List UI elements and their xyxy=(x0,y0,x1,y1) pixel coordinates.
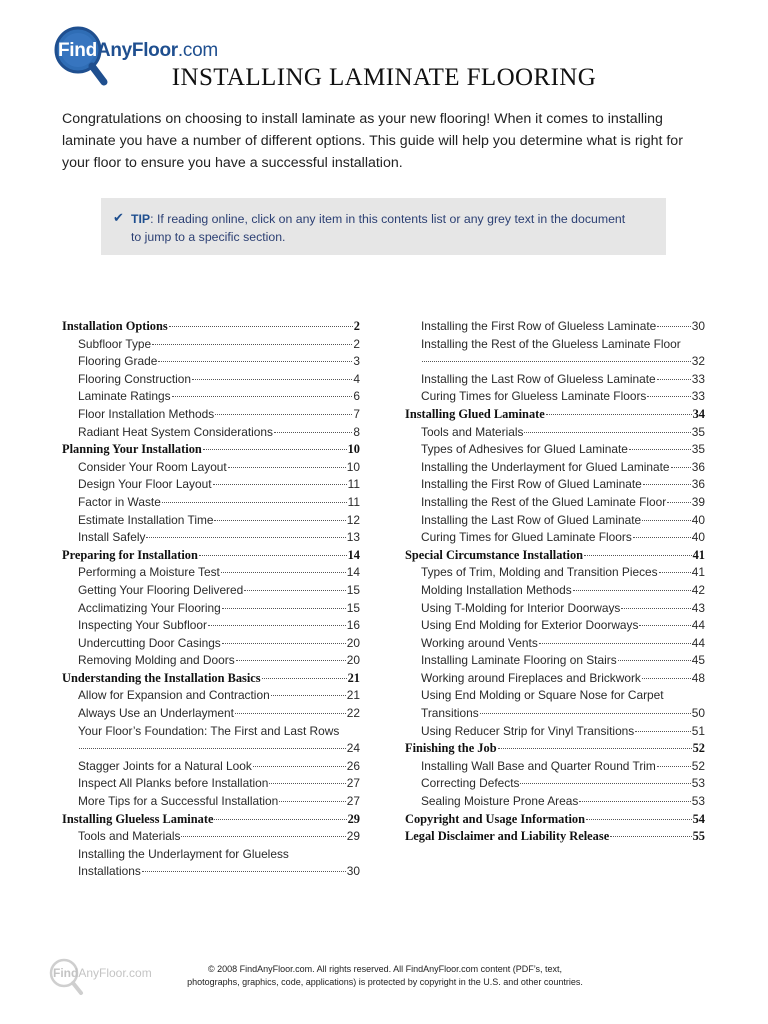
toc-leader-dots xyxy=(208,625,346,626)
toc-page-number: 50 xyxy=(691,706,705,721)
toc-leader-dots xyxy=(203,449,347,450)
toc-page-number: 16 xyxy=(346,618,360,633)
toc-section-heading[interactable] xyxy=(405,547,705,565)
toc-entry-title: Legal Disclaimer and Liability Release xyxy=(405,829,610,844)
toc-leader-dots xyxy=(633,537,691,538)
toc-entry[interactable] xyxy=(62,758,360,776)
toc-leader-dots xyxy=(199,555,347,556)
toc-entry[interactable] xyxy=(62,617,360,635)
toc-leader-dots xyxy=(635,731,691,732)
toc-entry-title: Installation Options xyxy=(62,319,168,333)
toc-entry-title-cont: Transitions xyxy=(421,706,479,721)
toc-entry[interactable] xyxy=(405,582,705,600)
toc-section-heading[interactable] xyxy=(62,441,360,459)
toc-entry[interactable] xyxy=(62,828,360,846)
toc-leader-dots xyxy=(639,625,690,626)
footer-logo xyxy=(48,958,152,996)
toc-leader-dots xyxy=(671,467,691,468)
toc-section-heading[interactable] xyxy=(405,811,705,829)
toc-leader-dots xyxy=(236,660,346,661)
toc-entry-title: Radiant Heat System Considerations xyxy=(78,424,273,439)
toc-entry[interactable] xyxy=(405,512,705,530)
toc-leader-dots xyxy=(152,344,352,345)
toc-entry-title: Stagger Joints for a Natural Look xyxy=(78,758,252,773)
toc-page-number: 24 xyxy=(346,741,360,756)
toc-entry[interactable] xyxy=(405,775,705,793)
toc-entry[interactable] xyxy=(405,617,705,635)
toc-page-number: 40 xyxy=(691,530,705,545)
toc-leader-dots xyxy=(271,695,346,696)
toc-entry-title: Finishing the Job xyxy=(405,741,497,756)
toc-leader-dots xyxy=(422,361,691,362)
tip-box xyxy=(101,198,666,255)
toc-entry-title: Tools and Materials xyxy=(78,829,181,844)
toc-leader-dots xyxy=(629,449,691,450)
toc-entry[interactable] xyxy=(62,476,360,494)
toc-leader-dots xyxy=(262,678,347,679)
toc-page-number: 2 xyxy=(353,336,360,351)
toc-page-number: 35 xyxy=(691,442,705,457)
toc-page-number: 20 xyxy=(346,653,360,668)
toc-leader-dots xyxy=(214,520,345,521)
toc-entry[interactable] xyxy=(62,494,360,512)
toc-entry-title: Copyright and Usage Information xyxy=(405,811,586,826)
toc-entry-title: Installing Laminate Flooring on Stairs xyxy=(421,653,617,668)
toc-entry[interactable] xyxy=(62,635,360,653)
toc-entry-title: Installing the Underlayment for Glued Laminate xyxy=(421,459,670,474)
toc-leader-dots xyxy=(657,766,691,767)
toc-entry-title: Sealing Moisture Prone Areas xyxy=(421,794,579,809)
toc-entry[interactable] xyxy=(62,564,360,582)
toc-leader-dots xyxy=(146,537,345,538)
toc-section-heading[interactable] xyxy=(405,740,705,758)
toc-page-number: 14 xyxy=(346,565,360,580)
toc-page-number: 33 xyxy=(691,371,705,386)
toc-entry-title: Understanding the Installation Basics xyxy=(62,670,261,685)
toc-entry-title: Using T-Molding for Interior Doorways xyxy=(421,600,621,615)
toc-page-number: 4 xyxy=(353,371,360,386)
toc-leader-dots xyxy=(222,643,346,644)
toc-entry-title: Installing the First Row of Glued Laminate xyxy=(421,477,642,492)
toc-page-number: 52 xyxy=(692,741,705,756)
toc-entry-title-cont: Installations xyxy=(78,864,141,879)
toc-entry-title: Floor Installation Methods xyxy=(78,406,215,421)
toc-leader-dots xyxy=(498,748,692,749)
toc-leader-dots xyxy=(657,379,691,380)
tip-text xyxy=(131,210,636,246)
toc-page-number: 53 xyxy=(691,776,705,791)
toc-entry[interactable] xyxy=(405,529,705,547)
toc-page-number: 13 xyxy=(346,530,360,545)
toc-entry[interactable] xyxy=(62,512,360,530)
toc-leader-dots xyxy=(235,713,346,714)
check-icon: ✔ xyxy=(113,210,124,225)
toc-leader-dots xyxy=(642,678,691,679)
toc-section-heading[interactable] xyxy=(62,670,360,688)
toc-page-number: 29 xyxy=(347,811,360,826)
toc-entry-title: Curing Times for Glueless Laminate Floors xyxy=(421,389,647,404)
toc-page-number: 3 xyxy=(353,354,360,369)
toc-entry-title: Types of Adhesives for Glued Laminate xyxy=(421,442,628,457)
toc-left-column xyxy=(62,318,360,881)
toc-leader-dots xyxy=(480,713,691,714)
toc-entry[interactable] xyxy=(62,406,360,424)
toc-leader-dots xyxy=(228,467,346,468)
toc-entry-title: Using Reducer Strip for Vinyl Transitions xyxy=(421,723,635,738)
toc-page-number: 15 xyxy=(346,600,360,615)
toc-leader-dots xyxy=(579,801,690,802)
toc-page-number: 26 xyxy=(346,758,360,773)
toc-entry-title: Allow for Expansion and Contraction xyxy=(78,688,270,703)
logo-anyfloor-text: AnyFloor xyxy=(96,40,178,61)
toc-entry-title: Installing the First Row of Glueless Laminate xyxy=(421,319,657,333)
intro-paragraph: Congratulations on choosing to install laminate as your new flooring! When it comes to installing laminate you have a number of different options. This guide will help you determine what is right for your floor to ensure you have a successful installation. xyxy=(62,111,683,171)
toc-page-number: 12 xyxy=(346,512,360,527)
toc-entry[interactable] xyxy=(405,600,705,618)
toc-section-heading[interactable] xyxy=(405,406,705,424)
toc-entry-title: Working around Fireplaces and Brickwork xyxy=(421,670,641,685)
toc-page-number: 11 xyxy=(347,494,360,509)
toc-entry-title: Your Floor’s Foundation: The First and Last Rows xyxy=(78,723,340,738)
toc-page-number: 21 xyxy=(347,670,360,685)
toc-entry-title: Install Safely xyxy=(78,530,146,545)
toc-page-number: 10 xyxy=(347,442,360,457)
toc-entry-title: Installing the Rest of the Glued Laminate Floor xyxy=(421,494,667,509)
toc-entry[interactable] xyxy=(62,775,360,793)
toc-entry[interactable] xyxy=(405,371,705,389)
toc-leader-dots xyxy=(222,608,346,609)
toc-leader-dots xyxy=(657,326,690,327)
toc-entry-title: Consider Your Room Layout xyxy=(78,459,227,474)
toc-leader-dots xyxy=(192,379,352,380)
toc-section-heading[interactable] xyxy=(62,547,360,565)
toc-page-number: 30 xyxy=(346,864,360,879)
toc-leader-dots xyxy=(618,660,691,661)
toc-entry-title: Design Your Floor Layout xyxy=(78,477,212,492)
toc-entry[interactable] xyxy=(62,371,360,389)
toc-section-heading[interactable] xyxy=(62,811,360,829)
toc-leader-dots xyxy=(667,502,691,503)
toc-entry[interactable] xyxy=(405,441,705,459)
toc-leader-dots xyxy=(221,572,346,573)
toc-page-number: 15 xyxy=(346,582,360,597)
toc-leader-dots xyxy=(142,871,346,872)
toc-leader-dots xyxy=(584,555,692,556)
toc-page-number: 44 xyxy=(691,618,705,633)
toc-entry-title: Flooring Grade xyxy=(78,354,158,369)
copyright-notice xyxy=(150,963,620,989)
toc-entry-title: Installing the Rest of the Glueless Laminate Floor xyxy=(421,336,681,351)
toc-page-number: 30 xyxy=(691,319,705,333)
toc-entry-title: Removing Molding and Doors xyxy=(78,653,235,668)
toc-entry-title: Curing Times for Glued Laminate Floors xyxy=(421,530,632,545)
toc-entry-title: Always Use an Underlayment xyxy=(78,706,234,721)
toc-entry-title: More Tips for a Successful Installation xyxy=(78,794,279,809)
toc-leader-dots xyxy=(253,766,346,767)
toc-page-number: 14 xyxy=(347,547,360,562)
toc-leader-dots xyxy=(586,819,692,820)
toc-right-column xyxy=(405,318,705,846)
toc-page-number: 45 xyxy=(691,653,705,668)
toc-page-number: 7 xyxy=(353,406,360,421)
toc-page-number: 27 xyxy=(346,776,360,791)
toc-leader-dots xyxy=(524,432,690,433)
toc-entry[interactable] xyxy=(405,758,705,776)
toc-page-number: 22 xyxy=(346,706,360,721)
toc-page-number: 35 xyxy=(691,424,705,439)
toc-entry-title: Working around Vents xyxy=(421,635,538,650)
logo-dotcom-text: .com xyxy=(177,40,218,61)
toc-page-number: 40 xyxy=(691,512,705,527)
toc-page-number: 11 xyxy=(347,477,360,492)
toc-page-number: 6 xyxy=(353,389,360,404)
toc-entry[interactable] xyxy=(405,652,705,670)
toc-page-number: 34 xyxy=(692,406,705,421)
toc-entry-title: Subfloor Type xyxy=(78,336,152,351)
toc-leader-dots xyxy=(169,326,353,327)
toc-entry[interactable] xyxy=(62,388,360,406)
toc-entry[interactable] xyxy=(62,353,360,371)
toc-leader-dots xyxy=(610,836,691,837)
toc-page-number: 48 xyxy=(691,670,705,685)
toc-entry-title: Correcting Defects xyxy=(421,776,520,791)
toc-entry[interactable] xyxy=(62,793,360,811)
toc-leader-dots xyxy=(621,608,690,609)
toc-leader-dots xyxy=(573,590,691,591)
toc-page-number: 43 xyxy=(691,600,705,615)
toc-entry[interactable] xyxy=(62,582,360,600)
tip-body: : If reading online, click on any item in this contents list or any grey text in the document to jump to a specific section. xyxy=(131,212,626,244)
toc-entry-title: Types of Trim, Molding and Transition Pieces xyxy=(421,565,658,580)
toc-entry[interactable] xyxy=(405,723,705,741)
toc-leader-dots xyxy=(158,361,352,362)
toc-entry[interactable] xyxy=(405,459,705,477)
toc-entry-title: Inspect All Planks before Installation xyxy=(78,776,269,791)
toc-page-number: 27 xyxy=(346,794,360,809)
toc-entry[interactable] xyxy=(405,635,705,653)
toc-page-number: 41 xyxy=(692,547,705,562)
toc-entry[interactable] xyxy=(405,318,705,336)
footer-logo-find: Find xyxy=(53,966,79,980)
toc-entry-title: Estimate Installation Time xyxy=(78,512,214,527)
toc-leader-dots xyxy=(643,484,691,485)
toc-entry-title: Laminate Ratings xyxy=(78,389,171,404)
toc-entry-title: Acclimatizing Your Flooring xyxy=(78,600,221,615)
toc-leader-dots xyxy=(269,783,345,784)
toc-page-number: 8 xyxy=(353,424,360,439)
toc-leader-dots xyxy=(539,643,691,644)
copyright-line-1: © 2008 FindAnyFloor.com. All rights reserved. All FindAnyFloor.com content (PDF’s, text, xyxy=(207,964,563,974)
toc-page-number: 44 xyxy=(691,635,705,650)
toc-entry[interactable] xyxy=(62,652,360,670)
toc-page-number: 53 xyxy=(691,794,705,809)
toc-entry[interactable] xyxy=(405,388,705,406)
toc-page-number: 32 xyxy=(691,354,705,369)
toc-page-number: 29 xyxy=(346,829,360,844)
toc-leader-dots xyxy=(279,801,346,802)
toc-entry-title: Installing the Last Row of Glueless Laminate xyxy=(421,371,656,386)
toc-entry[interactable] xyxy=(62,600,360,618)
toc-leader-dots xyxy=(642,520,691,521)
toc-entry[interactable] xyxy=(405,564,705,582)
toc-entry-title: Installing Wall Base and Quarter Round Trim xyxy=(421,758,656,773)
toc-entry-title: Getting Your Flooring Delivered xyxy=(78,582,244,597)
toc-page-number: 42 xyxy=(691,582,705,597)
toc-entry-title: Installing the Underlayment for Glueless xyxy=(78,846,289,861)
toc-leader-dots xyxy=(79,748,346,749)
toc-page-number: 36 xyxy=(691,477,705,492)
toc-entry-title: Preparing for Installation xyxy=(62,547,198,562)
toc-leader-dots xyxy=(181,836,345,837)
toc-entry-title: Flooring Construction xyxy=(78,371,192,386)
toc-entry-title: Performing a Moisture Test xyxy=(78,565,220,580)
copyright-line-2: photographs, graphics, code, applications) is protected by copyright in the U.S. and other countries. xyxy=(187,977,583,987)
toc-entry[interactable] xyxy=(62,723,360,758)
toc-leader-dots xyxy=(274,432,352,433)
toc-section-heading[interactable] xyxy=(405,828,705,846)
toc-page-number: 51 xyxy=(691,723,705,738)
toc-page-number: 10 xyxy=(346,459,360,474)
toc-entry[interactable] xyxy=(62,687,360,705)
toc-leader-dots xyxy=(215,414,352,415)
toc-entry[interactable] xyxy=(62,336,360,354)
toc-leader-dots xyxy=(213,484,347,485)
toc-leader-dots xyxy=(647,396,690,397)
toc-entry-title: Installing the Last Row of Glued Laminate xyxy=(421,512,642,527)
tip-label: TIP xyxy=(131,212,151,226)
toc-page-number: 41 xyxy=(691,565,705,580)
toc-entry[interactable] xyxy=(405,336,705,371)
toc-entry[interactable] xyxy=(62,846,360,881)
toc-entry[interactable] xyxy=(405,494,705,512)
toc-entry[interactable] xyxy=(405,670,705,688)
toc-entry-title: Undercutting Door Casings xyxy=(78,635,221,650)
toc-page-number: 55 xyxy=(692,829,705,844)
toc-entry-title: Installing Glued Laminate xyxy=(405,406,545,421)
toc-entry-title: Planning Your Installation xyxy=(62,442,202,457)
toc-entry[interactable] xyxy=(62,459,360,477)
toc-leader-dots xyxy=(659,572,691,573)
toc-entry[interactable] xyxy=(405,476,705,494)
toc-leader-dots xyxy=(162,502,347,503)
toc-leader-dots xyxy=(546,414,692,415)
logo-find-text: Find xyxy=(58,40,97,61)
toc-entry-title: Tools and Materials xyxy=(421,424,524,439)
footer-logo-rest: AnyFloor.com xyxy=(78,966,152,980)
toc-leader-dots xyxy=(172,396,353,397)
toc-entry[interactable] xyxy=(62,424,360,442)
toc-page-number: 21 xyxy=(346,688,360,703)
toc-leader-dots xyxy=(244,590,346,591)
toc-entry[interactable] xyxy=(62,705,360,723)
toc-entry-title: Installing Glueless Laminate xyxy=(62,811,214,826)
toc-entry-title: Using End Molding or Square Nose for Carpet xyxy=(421,688,664,703)
toc-leader-dots xyxy=(520,783,690,784)
toc-entry[interactable] xyxy=(62,529,360,547)
toc-page-number: 52 xyxy=(691,758,705,773)
toc-entry-title: Factor in Waste xyxy=(78,494,161,509)
toc-page-number: 36 xyxy=(691,459,705,474)
toc-entry-title: Molding Installation Methods xyxy=(421,582,572,597)
toc-page-number: 20 xyxy=(346,635,360,650)
toc-page-number: 54 xyxy=(692,811,705,826)
toc-section-heading[interactable] xyxy=(62,318,360,336)
toc-entry-title: Inspecting Your Subfloor xyxy=(78,618,207,633)
toc-page-number: 33 xyxy=(691,389,705,404)
toc-entry-title: Special Circumstance Installation xyxy=(405,547,584,562)
toc-entry-title: Using End Molding for Exterior Doorways xyxy=(421,618,639,633)
toc-leader-dots xyxy=(214,819,346,820)
toc-page-number: 2 xyxy=(353,319,360,333)
toc-page-number: 39 xyxy=(691,494,705,509)
toc-entry[interactable] xyxy=(405,793,705,811)
page-title: INSTALLING LAMINATE FLOORING xyxy=(171,64,597,91)
toc-entry[interactable] xyxy=(405,424,705,442)
toc-entry[interactable] xyxy=(405,687,705,722)
